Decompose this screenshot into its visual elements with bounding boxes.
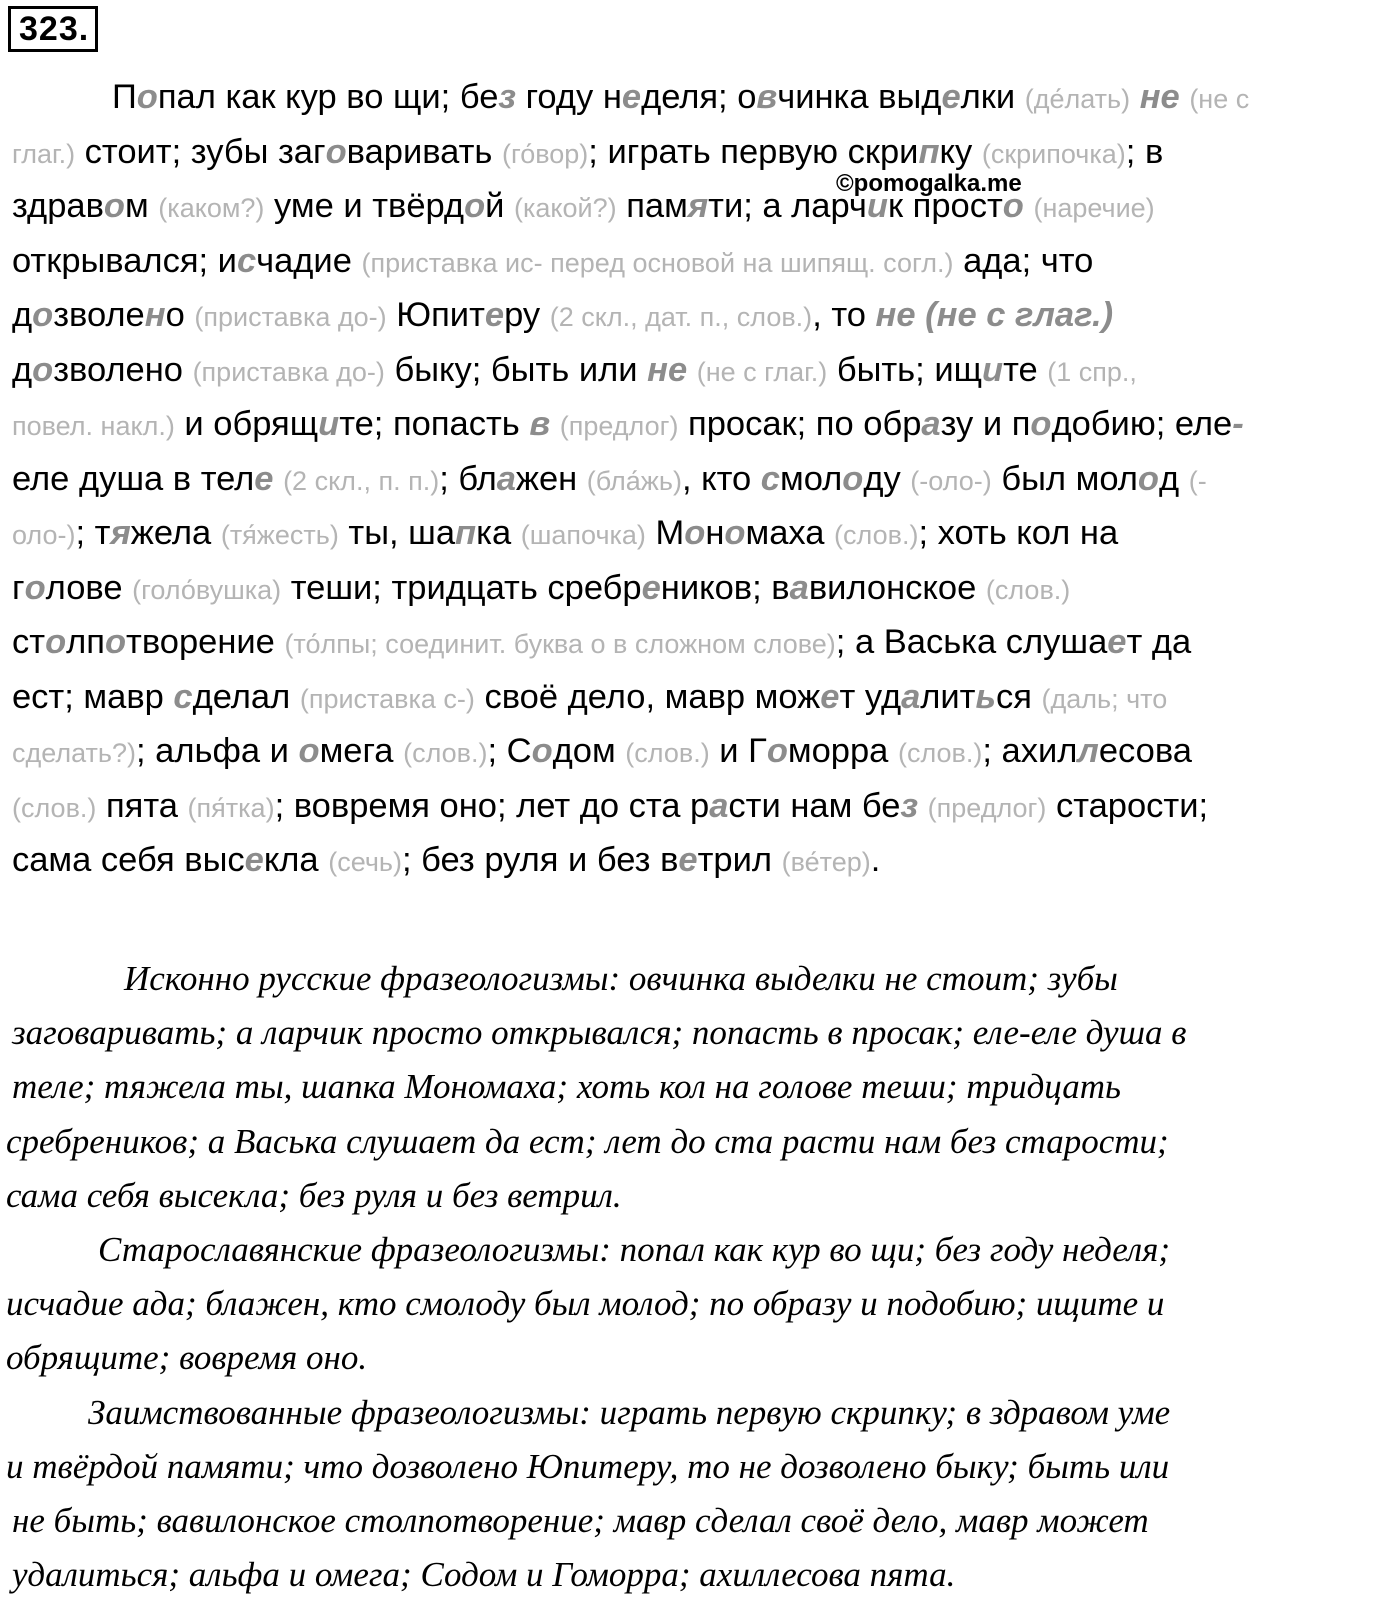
hint-note: (сечь) [328,847,402,877]
hint-note: (наречие) [1033,193,1155,223]
highlighted-letter: о [45,623,67,661]
text-segment [550,405,560,443]
text-segment: старости; [1046,786,1209,825]
text-segment: , то [812,296,876,334]
highlighted-letter: о [24,568,46,607]
hint-note: (голо́вушка) [132,574,282,605]
text-segment: открывался; и [12,241,237,280]
text-segment: жен [515,459,587,498]
text-segment: ада; что [953,241,1094,280]
text-segment: морра [787,732,898,770]
highlighted-letter: е [641,568,661,607]
highlighted-letter: а [789,568,809,607]
text-line [12,397,1392,452]
highlighted-letter: о [1002,187,1024,225]
hint-note: (приставка ис- перед основой на шипящ. согл.) [361,247,954,278]
text-segment: пята [96,786,188,825]
text-segment: д [1158,459,1189,498]
hint-note: (- [1188,465,1207,496]
hint-note: (де́лать) [1024,84,1131,114]
highlighted-letter: не [875,296,916,334]
hint-note: (не с [1189,84,1250,114]
highlighted-letter: е [244,841,264,879]
text-segment: ты, ша [338,514,456,552]
highlighted-letter: не [647,350,688,389]
text-segment: т уд [839,677,902,716]
text-line [12,724,1392,779]
highlighted-letter: з [900,786,919,825]
answer-block [6,952,1394,1602]
hint-note: (не с глаг.) [696,356,828,387]
text-segment: М [645,514,685,552]
text-segment: ру [504,296,550,334]
text-segment: стоит; зубы заг [75,132,326,171]
text-line [12,506,1392,561]
text-segment: вилонское [808,568,986,607]
highlighted-letter: о [531,732,553,770]
text-segment: жела [130,514,221,552]
answer-line: заговаривать; а ларчик просто открывался; попасть в просак; еле-еле душа в [12,1013,1187,1053]
highlighted-letter: и [866,187,888,225]
text-segment: ; т [75,514,111,552]
text-line [12,70,1392,125]
hint-note: (слов.) [985,574,1071,605]
hint-note: глаг.) [12,138,76,169]
text-segment: лп [66,623,105,661]
text-segment: есова [1098,732,1192,770]
text-segment [273,460,283,498]
text-segment: о [165,296,195,334]
hint-note: (слов.) [403,738,488,768]
highlighted-letter: я [687,187,709,225]
text-segment: ти; а ларч [708,187,867,225]
highlighted-letter: с [760,459,780,498]
highlighted-letter: в [529,405,551,443]
highlighted-letter: е [254,459,274,498]
text-segment: й [485,187,514,225]
text-segment: маха [745,514,835,552]
text-segment: сти нам бе [728,786,901,825]
answer-line: исчадие ада; блажен, кто смолоду был молод; по образу и подобию; ищите и [6,1284,1165,1324]
text-segment: лове [45,568,133,607]
text-line [12,833,1392,888]
text-segment: ; хоть кол на [918,514,1119,552]
text-segment: П [112,78,137,116]
text-segment: ду [863,459,911,498]
highlighted-letter: о [32,296,54,334]
hint-note: (1 спр., [1047,356,1137,387]
highlighted-letter: о [1137,459,1159,498]
text-segment: ; без руля и без в [401,841,679,879]
hint-note: (предлог) [927,792,1047,823]
text-segment [1130,78,1140,116]
answer-line: удалиться; альфа и омега; Содом и Гоморра; ахиллесова пята. [12,1555,956,1595]
highlighted-letter: не [1139,78,1180,116]
text-segment: к прост [887,187,1003,225]
text-segment: чинка выд [777,78,942,116]
hint-note: (приставка с-) [299,683,475,714]
text-segment: ку [939,132,982,171]
text-segment: д [12,296,33,334]
highlighted-letter: о [724,514,746,552]
text-segment: зу и п [940,405,1031,443]
text-segment [916,296,926,334]
hint-note: (2 скл., дат. п., слов.) [549,302,813,332]
highlighted-letter: е [678,841,698,879]
text-segment: теши; тридцать сребр [281,568,642,607]
highlighted-letter: о [32,350,54,389]
hint-note: оло-) [12,520,76,550]
text-segment: ст [12,623,46,661]
text-segment: те [1003,350,1048,389]
highlighted-letter: в [756,78,778,116]
hint-note: (приставка до-) [192,356,385,387]
text-segment: ест; мавр [12,677,174,716]
highlighted-letter: е [621,78,642,116]
text-segment: и обрящ [174,405,319,443]
hint-note: (скрипочка) [981,138,1126,169]
highlighted-letter: (не с глаг.) [925,296,1114,334]
text-segment: творение [126,623,285,661]
text-segment: сама себя выс [12,841,245,879]
highlighted-letter: л [1077,732,1099,770]
highlighted-letter: е [820,677,840,716]
text-segment: ; играть первую скри [588,132,919,171]
text-segment: лки [960,78,1025,116]
text-segment: уме и твёрд [264,187,465,225]
highlighted-letter: п [455,514,477,552]
text-segment [1180,78,1190,116]
text-segment: зволе [53,296,145,334]
highlighted-letter: о [1030,405,1052,443]
text-segment: здрав [12,187,104,225]
text-segment: г [12,568,25,607]
text-segment: ; а Васька слуша [835,623,1108,661]
highlighted-letter: о [842,459,864,498]
highlighted-letter: е [1107,623,1127,661]
answer-line: сама себя высекла; без руля и без ветрил. [6,1175,622,1215]
text-segment: Юпит [386,296,485,334]
highlighted-letter: и [318,405,340,443]
hint-note: (приставка до-) [194,302,387,332]
text-segment: быку; быть или [384,350,648,389]
text-segment: пам [616,187,688,225]
text-segment: деля; о [641,78,757,116]
answer-line: Заимствованные фразеологизмы: играть первую скрипку; в здравом уме [88,1392,1171,1432]
hint-note: (слов.) [12,792,97,823]
text-segment: ; вовремя оно; лет до ста р [274,786,710,825]
text-segment: лит [920,677,976,716]
highlighted-letter: о [298,732,320,770]
watermark: ©pomogalka.me [836,170,1022,197]
highlighted-letter: - [1232,405,1244,443]
text-segment: , кто [681,459,761,498]
hint-note: (даль; что [1041,683,1168,714]
hint-note: (какой?) [514,193,617,223]
text-line [12,670,1392,725]
text-segment: своё дело, мавр мож [474,677,821,716]
text-segment: д [12,350,33,389]
text-segment: ка [476,514,521,552]
answer-line: теле; тяжела ты, шапка Мономаха; хоть кол на голове теши; тридцать [12,1067,1121,1107]
highlighted-letter: е [484,296,505,334]
text-segment: . [870,841,881,879]
highlighted-letter: а [921,405,941,443]
text-line [12,234,1392,289]
text-segment: добию; еле [1051,405,1233,443]
text-segment [1024,187,1034,225]
text-line [12,452,1392,507]
hint-note: (тя́жесть) [220,520,339,550]
text-segment: году н [516,78,622,116]
answer-line: Исконно русские фразеологизмы: овчинка выделки не стоит; зубы [124,959,1118,998]
text-segment [918,787,928,825]
text-line [12,179,1392,234]
text-segment: варивать [346,132,502,171]
text-segment: чадие [256,241,362,280]
hint-note: сделать?) [12,738,136,768]
highlighted-letter: о [136,78,158,116]
text-line [12,779,1392,834]
exercise-text [12,70,1392,888]
highlighted-letter: о [766,732,788,770]
text-segment: просак; по обр [678,405,922,443]
answer-line: обрящите; вовремя оно. [6,1338,368,1378]
text-segment: дом [552,732,626,770]
text-segment [687,351,697,389]
text-segment: ; С [487,732,532,770]
hint-note: (пя́тка) [187,792,275,823]
text-segment: кла [263,841,329,879]
hint-note: (каком?) [158,193,265,223]
highlighted-letter: а [496,459,516,498]
hint-note: (ве́тер) [781,847,871,877]
answer-line: сребреников; а Васька слушает да ест; лет до ста расти нам без старости; [6,1121,1169,1161]
text-segment: пал как кур во щи; бе [157,78,499,116]
text-segment: мега [319,732,404,770]
hint-note: (шапочка) [520,520,646,550]
highlighted-letter: н [144,296,166,334]
highlighted-letter: о [684,514,706,552]
answer-line: и твёрдой памяти; что дозволено Юпитеру, то не дозволено быку; быть или [6,1446,1170,1486]
hint-note: (слов.) [897,738,983,768]
text-line [12,125,1392,180]
text-segment: те; попасть [339,405,530,443]
text-segment: ; альфа и [136,732,299,770]
hint-note: (то́лпы; соединит. буква о в сложном слове) [284,629,836,659]
text-segment: м [124,187,159,225]
hint-note: (го́вор) [501,138,589,169]
highlighted-letter: о [104,623,127,661]
text-segment: и Г [709,732,767,770]
text-segment: ; в [1125,132,1164,171]
text-segment: ; бл [439,459,497,498]
text-segment: еле душа в тел [12,459,255,498]
text-line [12,615,1392,670]
highlighted-letter: о [325,132,347,171]
highlighted-letter: я [110,514,131,552]
text-segment: делал [192,677,300,716]
highlighted-letter: с [173,677,193,716]
highlighted-letter: а [901,677,921,716]
text-segment: трил [697,841,782,879]
hint-note: (предлог) [559,411,679,441]
hint-note: (слов.) [834,520,919,550]
text-segment: был мол [991,459,1138,498]
highlighted-letter: е [941,78,961,116]
text-segment: ников; в [660,568,790,607]
hint-note: (2 скл., п. п.) [283,465,440,496]
highlighted-letter: и [981,350,1004,389]
highlighted-letter: а [709,786,729,825]
text-segment: ся [995,677,1042,716]
text-segment: мол [779,459,843,498]
answer-line: Старославянские фразеологизмы: попал как кур во щи; без году неделя; [98,1229,1171,1269]
exercise-number: 323. [8,6,98,52]
text-line [12,343,1392,398]
text-line [12,288,1392,343]
text-segment: зволено [53,350,193,389]
text-segment: т да [1126,623,1192,661]
answer-line: не быть; вавилонское столпотворение; мавр сделал своё дело, мавр может [12,1500,1149,1540]
highlighted-letter: п [918,132,940,171]
hint-note: (бла́жь) [586,465,682,496]
text-segment: быть; ищ [827,350,982,389]
highlighted-letter: ь [975,677,996,716]
hint-note: (-оло-) [910,465,992,496]
highlighted-letter: з [498,78,517,116]
text-segment: ; ахил [982,732,1078,770]
highlighted-letter: о [464,187,486,225]
hint-note: (слов.) [625,738,710,768]
text-segment: н [705,514,725,552]
text-line [12,561,1392,616]
hint-note: повел. накл.) [12,411,175,441]
highlighted-letter: с [236,241,257,280]
highlighted-letter: о [103,187,125,225]
